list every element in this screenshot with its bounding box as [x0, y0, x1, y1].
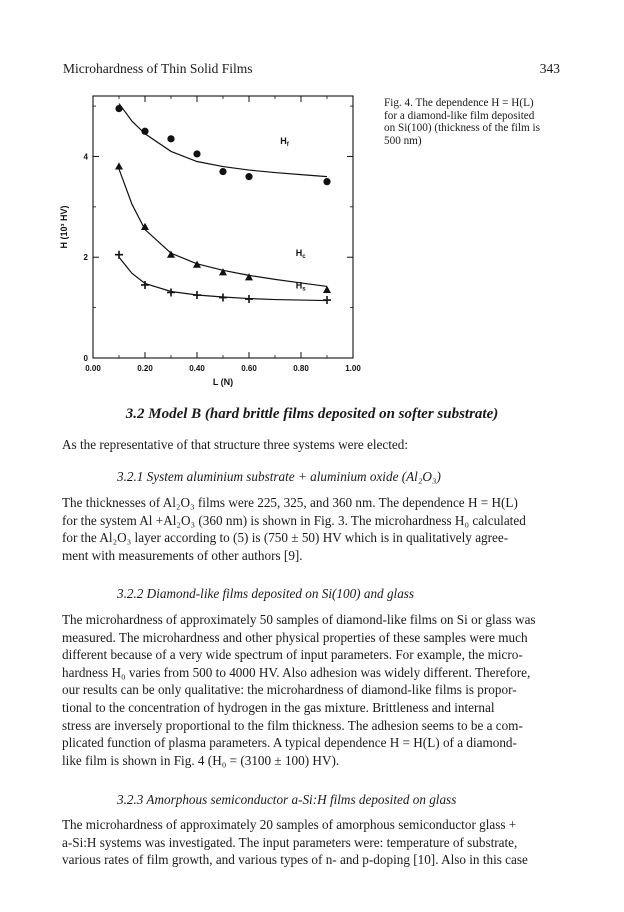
- data-point-circle: [167, 135, 174, 142]
- data-point-circle: [323, 178, 330, 185]
- caption-line: for a diamond-like film deposited: [384, 109, 535, 122]
- text-line: The microhardness of approximately 50 samples of diamond-like films on Si or glass was: [62, 612, 536, 627]
- x-axis-label: L (N): [212, 377, 234, 387]
- data-point-plus: [193, 291, 201, 299]
- text-line: hardness H₀ varies from 500 to 4000 HV. Also adhesion was widely different. Therefore,: [62, 664, 531, 680]
- text-line: The microhardness of approximately 20 samples of amorphous semiconductor glass +: [62, 817, 517, 832]
- data-point-circle: [193, 150, 200, 157]
- subsection-paragraph: [62, 494, 560, 564]
- data-point-triangle: [323, 286, 331, 293]
- subsection-heading: 3.2.1 System aluminium substrate + aluminium oxide (Al₂O₃): [117, 469, 441, 484]
- x-tick-label: 0.80: [293, 364, 309, 373]
- data-point-plus: [219, 294, 227, 302]
- data-point-circle: [141, 128, 148, 135]
- hardness-chart: [55, 90, 375, 390]
- caption-line: 500 nm): [384, 134, 422, 147]
- text-line: like film is shown in Fig. 4 (H₀ = (3100 ± 100) HV).: [62, 752, 340, 768]
- x-tick-label: 0.40: [189, 364, 205, 373]
- subsection-heading: 3.2.2 Diamond-like films deposited on Si(100) and glass: [117, 586, 415, 601]
- data-point-plus: [245, 295, 253, 303]
- text-line: for the system Al +Al₂O₃ (360 nm) is shown in Fig. 3. The microhardness H₀ calculated: [62, 512, 526, 528]
- intro-paragraph: [62, 436, 560, 454]
- text-line: our results can be only qualitative: the microhardness of diamond-like films is propor-: [62, 682, 517, 698]
- text-line: for the Al₂O₃ layer according to (5) is (750 ± 50) HV which is in qualitatively agree-: [62, 530, 509, 546]
- x-tick-label: 0.20: [137, 364, 153, 373]
- y-axis-label: H (10³ HV): [59, 205, 69, 249]
- y-tick-label: 0: [83, 354, 88, 363]
- subsection-paragraph: [62, 611, 560, 769]
- text-line: ment with measurements of other authors [9].: [62, 547, 303, 563]
- figure-4: [55, 90, 375, 390]
- plot-frame: [93, 96, 353, 358]
- caption-line: on Si(100) (thickness of the film is: [384, 122, 540, 135]
- series-label: $H_c$: [295, 248, 306, 261]
- text-line: different because of a very wide spectrum of input parameters. For example, the micro-: [62, 647, 523, 663]
- subsection-heading: 3.2.3 Amorphous semiconductor a-Si:H films deposited on glass: [117, 792, 457, 807]
- fit-curve-hf: [119, 104, 327, 177]
- data-point-triangle: [115, 162, 123, 169]
- data-point-circle: [219, 168, 226, 175]
- x-tick-label: 0.00: [85, 364, 101, 373]
- data-point-plus: [141, 281, 149, 289]
- running-header: [63, 61, 560, 79]
- text-line: tional to the concentration of hydrogen in the gas mixture. Brittleness and internal: [62, 699, 495, 715]
- text-line: As the representative of that structure three systems were elected:: [62, 437, 409, 452]
- data-point-circle: [245, 173, 252, 180]
- text-line: stress are inversely proportional to the film thickness. The adhesion seems to be a com-: [62, 717, 523, 733]
- series-label: $H_f$: [280, 135, 289, 148]
- section-heading: 3.2 Model B (hard brittle films deposited on softer substrate): [125, 406, 499, 422]
- text-line: various rates of film growth, and various types of n- and p-doping [10]. Also in this case: [62, 852, 528, 868]
- x-tick-label: 1.00: [345, 364, 361, 373]
- figure-caption: [384, 97, 564, 147]
- text-line: a-Si:H systems was investigated. The input parameters were: temperature of substrate,: [62, 834, 518, 850]
- data-point-circle: [115, 105, 122, 112]
- data-point-plus: [167, 289, 175, 297]
- text-line: measured. The microhardness and other physical properties of these samples were much: [62, 629, 528, 645]
- series-label: $H_s$: [295, 280, 306, 293]
- data-point-plus: [115, 251, 123, 259]
- caption-line: Fig. 4. The dependence H = H(L): [384, 97, 534, 109]
- data-point-plus: [323, 296, 331, 304]
- subsection-paragraph: [62, 816, 560, 869]
- y-tick-label: 4: [83, 152, 88, 162]
- text-line: plicated function of plasma parameters. A typical dependence H = H(L) of a diamond-: [62, 735, 517, 751]
- x-tick-label: 0.60: [241, 364, 257, 373]
- y-tick-label: 2: [83, 253, 88, 263]
- page-number: 343: [539, 61, 560, 76]
- text-line: The thicknesses of Al₂O₃ films were 225, 325, and 360 nm. The dependence H = H(L): [62, 495, 518, 510]
- running-title: Microhardness of Thin Solid Films: [63, 61, 253, 76]
